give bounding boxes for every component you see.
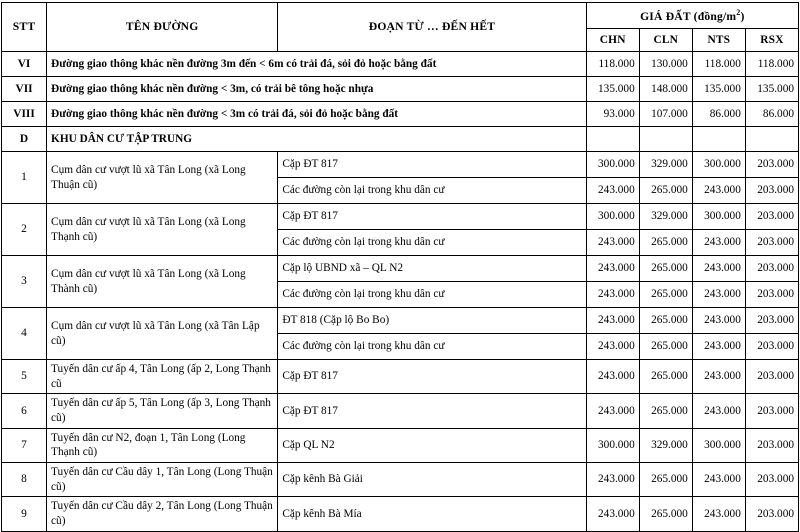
cell-stt: 2 — [2, 204, 47, 256]
cell-stt: 3 — [2, 256, 47, 308]
cell-road-name: Tuyến dân cư Cầu dây 1, Tân Long (Long Thuận cũ) — [47, 463, 278, 497]
cell-road-name: Đường giao thông khác nền đường < 3m, có trải bê tông hoặc nhựa — [47, 77, 587, 102]
land-price-table — [1, 2, 799, 532]
cell-price-nts: 243.000 — [692, 463, 745, 497]
cell-road-name: Cụm dân cư vượt lũ xã Tân Long (xã Long Thuận cũ) — [47, 152, 278, 204]
table-row — [2, 77, 799, 102]
cell-price-rsx: 203.000 — [745, 152, 798, 178]
header-nts: NTS — [692, 29, 745, 52]
cell-road-name: Cụm dân cư vượt lũ xã Tân Long (xã Tân Lập cũ) — [47, 308, 278, 360]
cell-price-nts: 135.000 — [692, 77, 745, 102]
cell-stt: 1 — [2, 152, 47, 204]
cell-stt: 8 — [2, 463, 47, 497]
cell-segment: Các đường còn lại trong khu dân cư — [278, 334, 586, 360]
cell-price-rsx: 86.000 — [745, 102, 798, 127]
cell-price-chn: 243.000 — [586, 308, 639, 334]
cell-price-rsx: 203.000 — [745, 204, 798, 230]
cell-segment: Cặp ĐT 817 — [278, 152, 586, 178]
header-rsx: RSX — [745, 29, 798, 52]
table-header — [2, 3, 799, 52]
header-price-group — [586, 3, 798, 29]
cell-segment: ĐT 818 (Cặp lộ Bo Bo) — [278, 308, 586, 334]
cell-road-name: Đường giao thông khác nền đường < 3m có trải đá, sỏi đỏ hoặc bằng đất — [47, 102, 587, 127]
cell-price-chn: 243.000 — [586, 256, 639, 282]
cell-price-nts: 243.000 — [692, 360, 745, 394]
cell-price-chn: 243.000 — [586, 334, 639, 360]
table-row — [2, 52, 799, 77]
cell-price-rsx: 203.000 — [745, 463, 798, 497]
header-cln: CLN — [639, 29, 692, 52]
cell-price-nts: 243.000 — [692, 178, 745, 204]
header-stt: STT — [2, 3, 47, 52]
cell-price-cln: 265.000 — [639, 394, 692, 428]
cell-price-chn: 243.000 — [586, 360, 639, 394]
cell-stt: VI — [2, 52, 47, 77]
cell-price-chn: 243.000 — [586, 282, 639, 308]
cell-price-rsx: 203.000 — [745, 394, 798, 428]
cell-price-chn: 135.000 — [586, 77, 639, 102]
cell-price-cln: 265.000 — [639, 463, 692, 497]
cell-price-rsx: 203.000 — [745, 497, 798, 531]
cell-price-nts: 243.000 — [692, 282, 745, 308]
cell-stt: 7 — [2, 428, 47, 462]
cell-price-rsx: 203.000 — [745, 428, 798, 462]
header-chn: CHN — [586, 29, 639, 52]
cell-price-chn: 243.000 — [586, 497, 639, 531]
cell-price-nts: 243.000 — [692, 308, 745, 334]
cell-road-name: Tuyến dân cư ấp 4, Tân Long (ấp 2, Long Thạnh cũ — [47, 360, 278, 394]
cell-price-nts: 243.000 — [692, 334, 745, 360]
cell-segment: Các đường còn lại trong khu dân cư — [278, 230, 586, 256]
cell-price-cln: 265.000 — [639, 360, 692, 394]
cell-segment: Cặp ĐT 817 — [278, 204, 586, 230]
cell-price-nts: 243.000 — [692, 394, 745, 428]
cell-price-chn: 300.000 — [586, 204, 639, 230]
cell-road-name: Tuyến dân cư ấp 5, Tân Long (ấp 3, Long Thạnh cũ) — [47, 394, 278, 428]
cell-price-cln: 107.000 — [639, 102, 692, 127]
cell-segment: Cặp kênh Bà Giải — [278, 463, 586, 497]
cell-price-cln: 329.000 — [639, 428, 692, 462]
cell-price-chn: 243.000 — [586, 230, 639, 256]
cell-segment: Cặp ĐT 817 — [278, 360, 586, 394]
cell-price-chn: 300.000 — [586, 428, 639, 462]
cell-road-name: Đường giao thông khác nền đường 3m đến < 6m có trải đá, sỏi đỏ hoặc bằng đất — [47, 52, 587, 77]
cell-road-name: Tuyến dân cư N2, đoạn 1, Tân Long (Long Thạnh cũ) — [47, 428, 278, 462]
cell-price-nts: 243.000 — [692, 497, 745, 531]
cell-road-name: Cụm dân cư vượt lũ xã Tân Long (xã Long Thành cũ) — [47, 256, 278, 308]
cell-stt: D — [2, 127, 47, 152]
cell-price-nts: 118.000 — [692, 52, 745, 77]
cell-price-nts: 300.000 — [692, 428, 745, 462]
cell-price-rsx: 203.000 — [745, 178, 798, 204]
table-row — [2, 360, 799, 394]
cell-price-rsx: 203.000 — [745, 308, 798, 334]
cell-stt: VII — [2, 77, 47, 102]
table-body — [2, 52, 799, 532]
cell-price-rsx: 203.000 — [745, 334, 798, 360]
cell-price-cln: 265.000 — [639, 308, 692, 334]
cell-segment: Cặp lộ UBND xã – QL N2 — [278, 256, 586, 282]
table-row — [2, 428, 799, 462]
cell-price-cln: 265.000 — [639, 334, 692, 360]
table-row — [2, 497, 799, 531]
cell-price-cln: 329.000 — [639, 152, 692, 178]
table-row — [2, 308, 799, 334]
cell-price-chn: 300.000 — [586, 152, 639, 178]
cell-price-cln: 148.000 — [639, 77, 692, 102]
cell-price-nts: 86.000 — [692, 102, 745, 127]
cell-price-nts — [692, 127, 745, 152]
table-row — [2, 256, 799, 282]
cell-price-chn — [586, 127, 639, 152]
cell-stt: 6 — [2, 394, 47, 428]
cell-price-nts: 243.000 — [692, 230, 745, 256]
cell-price-cln: 265.000 — [639, 256, 692, 282]
cell-price-rsx: 118.000 — [745, 52, 798, 77]
cell-price-cln: 329.000 — [639, 204, 692, 230]
cell-segment: Cặp QL N2 — [278, 428, 586, 462]
cell-price-chn: 93.000 — [586, 102, 639, 127]
header-row-primary — [2, 3, 799, 29]
header-road-name: TÊN ĐƯỜNG — [47, 3, 278, 52]
cell-road-name: Tuyến dân cư Cầu dây 2, Tân Long (Long Thuận cũ) — [47, 497, 278, 531]
header-price-group-close: ) — [740, 9, 745, 23]
cell-road-name: KHU DÂN CƯ TẬP TRUNG — [47, 127, 587, 152]
cell-price-cln: 265.000 — [639, 230, 692, 256]
cell-segment: Cặp kênh Bà Mía — [278, 497, 586, 531]
cell-price-nts: 243.000 — [692, 256, 745, 282]
cell-price-rsx: 203.000 — [745, 230, 798, 256]
cell-segment: Các đường còn lại trong khu dân cư — [278, 282, 586, 308]
header-segment: ĐOẠN TỪ … ĐẾN HẾT — [278, 3, 586, 52]
cell-price-chn: 243.000 — [586, 178, 639, 204]
cell-price-cln: 265.000 — [639, 497, 692, 531]
cell-segment: Các đường còn lại trong khu dân cư — [278, 178, 586, 204]
cell-price-nts: 300.000 — [692, 152, 745, 178]
header-price-group-text: GIÁ ĐẤT (đồng/m — [640, 9, 737, 23]
cell-price-chn: 243.000 — [586, 394, 639, 428]
cell-price-rsx: 135.000 — [745, 77, 798, 102]
cell-stt: 5 — [2, 360, 47, 394]
cell-price-chn: 118.000 — [586, 52, 639, 77]
cell-price-rsx: 203.000 — [745, 360, 798, 394]
cell-price-rsx — [745, 127, 798, 152]
header-price-superscript: 2 — [736, 7, 741, 17]
table-row — [2, 394, 799, 428]
cell-stt: 4 — [2, 308, 47, 360]
table-row — [2, 204, 799, 230]
cell-price-chn: 243.000 — [586, 463, 639, 497]
cell-stt: 9 — [2, 497, 47, 531]
cell-segment: Cặp ĐT 817 — [278, 394, 586, 428]
table-row — [2, 152, 799, 178]
cell-price-cln: 265.000 — [639, 178, 692, 204]
cell-stt: VIII — [2, 102, 47, 127]
land-price-table-page — [0, 2, 800, 528]
cell-price-nts: 300.000 — [692, 204, 745, 230]
table-row — [2, 127, 799, 152]
table-row — [2, 102, 799, 127]
cell-price-cln: 265.000 — [639, 282, 692, 308]
cell-price-cln: 130.000 — [639, 52, 692, 77]
cell-road-name: Cụm dân cư vượt lũ xã Tân Long (xã Long Thạnh cũ) — [47, 204, 278, 256]
cell-price-rsx: 203.000 — [745, 282, 798, 308]
cell-price-rsx: 203.000 — [745, 256, 798, 282]
cell-price-cln — [639, 127, 692, 152]
